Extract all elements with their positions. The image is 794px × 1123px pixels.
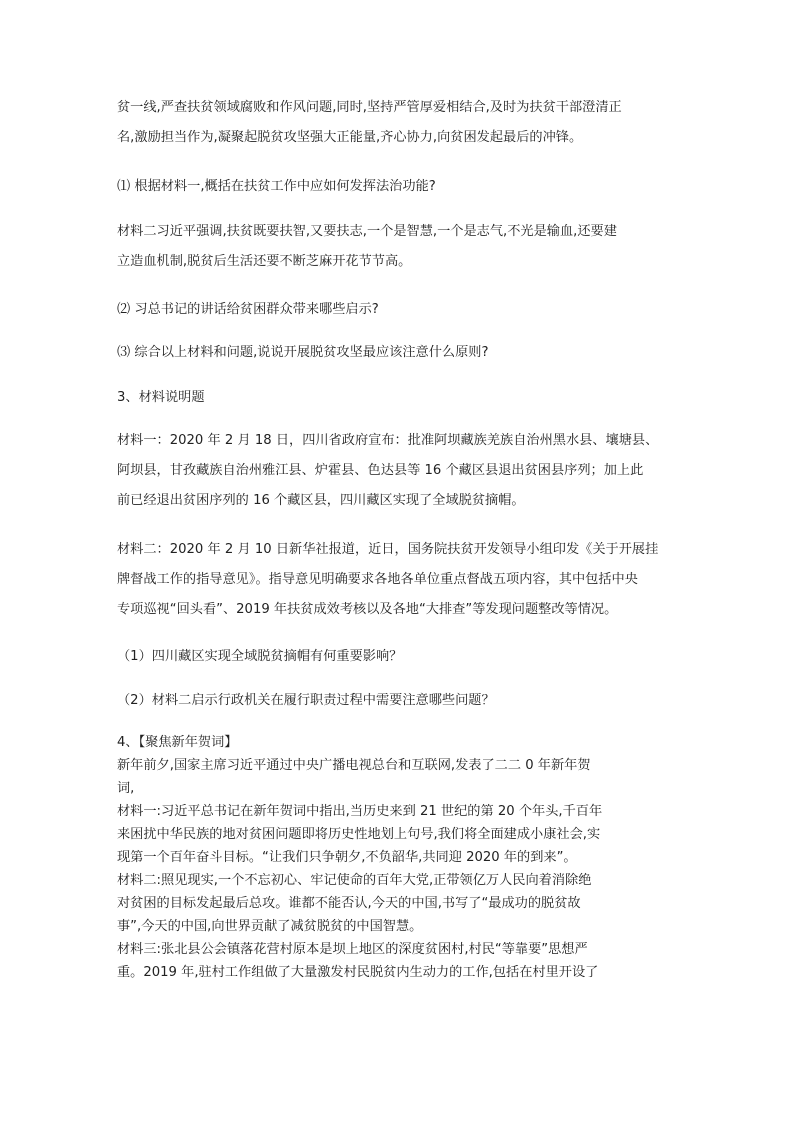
question-text: ⑵ 习总书记的讲话给贫困群众带来哪些启示? (117, 302, 379, 317)
text-line: 阿坝县，甘孜藏族自治州雅江县、炉霍县、色达县等 16 个藏区县退出贫困县序列；加上此 (117, 463, 644, 478)
text-line: 事”,今天的中国,向世界贡献了减贫脱贫的中国智慧。 (117, 919, 423, 934)
question-2-2 (117, 295, 683, 325)
section-3-material-1 (117, 426, 683, 516)
section-heading: 3、材料说明题 (117, 390, 205, 405)
text-line: 来困扰中华民族的地对贫困问题即将历史性地划上句号,我们将全面建成小康社会,实 (117, 827, 601, 842)
text-line: 材料二习近平强调,扶贫既要扶智,又要扶志,一个是智慧,一个是志气,不光是输血,还要建 (117, 224, 617, 239)
text-line: 材料二:照见现实,一个不忘初心、牢记使命的百年大党,正带领亿万人民向着消除绝 (117, 873, 592, 888)
text-line: 现第一个百年奋斗目标。“让我们只争朝夕,不负韶华,共同迎 2020 年的到来”。 (117, 850, 577, 865)
section-3-question-1 (117, 642, 683, 672)
text-line: 材料二：2020 年 2 月 10 日新华社报道，近日，国务院扶贫开发领导小组印发《关于开展挂 (117, 542, 659, 557)
section-3-question-2 (117, 686, 683, 716)
text-line: 专项巡视“回头看”、2019 年扶贫成效考核以及各地“大排查”等发现问题整改等情况。 (117, 602, 618, 617)
section-3-material-2 (117, 535, 683, 625)
question-2-3 (117, 338, 683, 368)
text-line: 重。2019 年,驻村工作组做了大量激发村民脱贫内生动力的工作,包括在村里开设了 (117, 965, 599, 980)
question-text: （1）四川藏区实现全域脱贫摘帽有何重要影响？ (117, 649, 403, 664)
text-line: 材料一：2020 年 2 月 18 日，四川省政府宣布：批准阿坝藏族羌族自治州黑水县、壤塘县、 (117, 433, 659, 448)
text-line: 立造血机制,脱贫后生活还要不断芝麻开花节节高。 (117, 254, 412, 269)
text-line: 名,激励担当作为,凝聚起脱贫攻坚强大正能量,齐心协力,向贫困发起最后的冲锋。 (117, 130, 583, 145)
text-line: 对贫困的目标发起最后总攻。谁都不能否认,今天的中国,书写了“最成功的脱贫故 (117, 896, 581, 911)
section-heading: 4、【聚焦新年贺词】 (117, 735, 238, 750)
text-line: 新年前夕,国家主席习近平通过中央广播电视总台和互联网,发表了二二 0 年新年贺 (117, 758, 591, 773)
question-2-1 (117, 172, 683, 202)
question-text: ⑴ 根据材料一,概括在扶贫工作中应如何发挥法治功能? (117, 179, 436, 194)
section-3-title (117, 383, 683, 413)
text-line: 贫一线,严查扶贫领域腐败和作风问题,同时,坚持严管厚爱相结合,及时为扶贫干部澄清正 (117, 100, 622, 115)
text-line: 词, (117, 781, 135, 796)
text-line: 牌督战工作的指导意见》。指导意见明确要求各地各单位重点督战五项内容，其中包括中央 (117, 572, 638, 587)
text-line: 材料三:张北县公会镇落花营村原本是坝上地区的深度贫困村,村民“等靠要”思想严 (117, 942, 588, 957)
text-line: 前已经退出贫困序列的 16 个藏区县，四川藏区实现了全域脱贫摘帽。 (117, 493, 525, 508)
material-2-paragraph (117, 217, 683, 277)
intro-paragraph (117, 93, 683, 153)
question-text: （2）材料二启示行政机关在履行职责过程中需要注意哪些问题？ (117, 693, 495, 708)
question-text: ⑶ 综合以上材料和问题,说说开展脱贫攻坚最应该注意什么原则? (117, 345, 489, 360)
section-4 (117, 731, 683, 984)
text-line: 材料一:习近平总书记在新年贺词中指出,当历史来到 21 世纪的第 20 个年头,千百年 (117, 804, 603, 819)
